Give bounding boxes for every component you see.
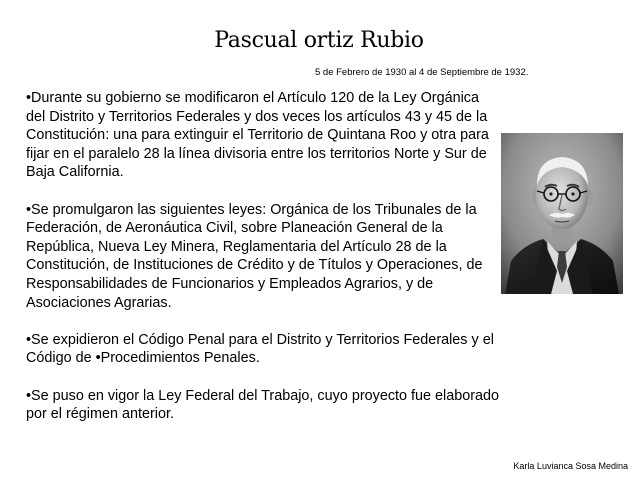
author-credit: Karla Luvianca Sosa Medina: [513, 461, 628, 471]
portrait-photo-icon: [501, 133, 623, 294]
paragraph-government-reforms: •Durante su gobierno se modificaron el Artículo 120 de la Ley Orgánica del Distrito y Territorios Federales y dos veces los artículos 43 y 45 de la Constitución: una para extinguir el Territorio de Quintana Roo y otra para fijar en el paralelo 28 la línea divisoria entre los territorios Norte y Sur de Baja California.: [26, 90, 489, 181]
paragraph-promulgated-laws: •Se promulgaron las siguientes leyes: Orgánica de los Tribunales de la Federación, de Aeronáutica Civil, sobre Planeación General de la República, Nueva Ley Minera, Reglamentaria del Artículo 28 de la Constitución, de Instituciones de Crédito y de Títulos y Operaciones, de Responsabilidades de Funcionarios y Empleados Agrarios, y de Asociaciones Agrarias.: [26, 201, 483, 311]
paragraph-penal-codes: •Se expidieron el Código Penal para el Distrito y Territorios Federales y el Código de •Procedimientos Penales.: [26, 331, 494, 367]
paragraph-labor-law: •Se puso en vigor la Ley Federal del Trabajo, cuyo proyecto fue elaborado por el régimen anterior.: [26, 387, 500, 423]
date-range: 5 de Febrero de 1930 al 4 de Septiembre de 1932.: [315, 67, 529, 78]
slide-title: Pascual ortiz Rubio: [214, 28, 424, 53]
body-text: [26, 89, 501, 424]
